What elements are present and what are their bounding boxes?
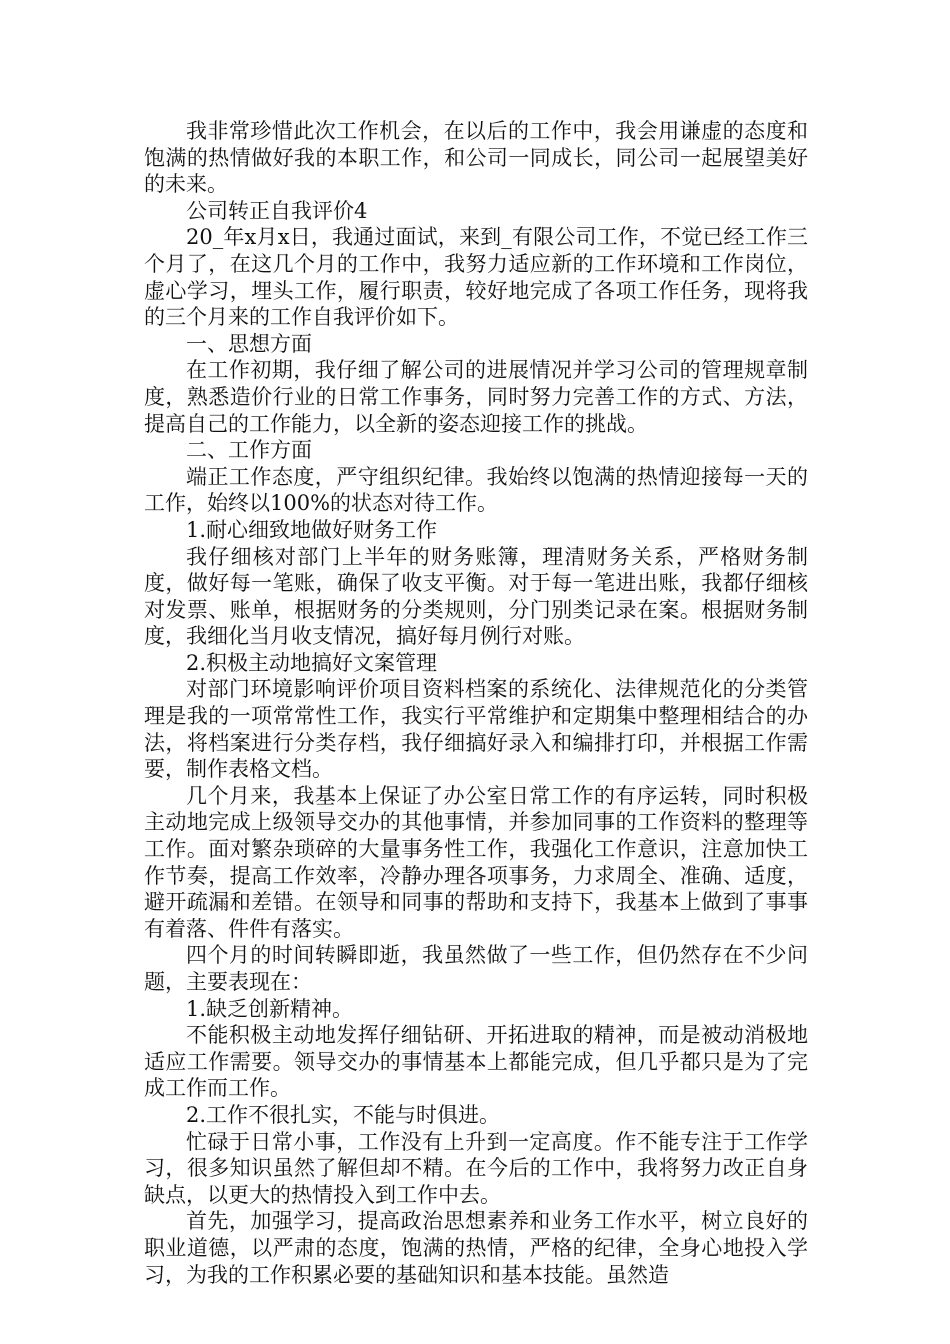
subheading: 2.积极主动地搞好文案管理 xyxy=(186,650,438,675)
document-page xyxy=(144,118,808,1288)
paragraph: 忙碌于日常小事，工作没有上升到一定高度。作不能专注于工作学习，很多知识虽然了解但却不精。在今后的工作中，我将努力改正自身缺点，以更大的热情投入到工作中去。 xyxy=(144,1129,808,1207)
paragraph: 端正工作态度，严守组织纪律。我始终以饱满的热情迎接每一天的工作，始终以100%的状态对待工作。 xyxy=(144,464,808,516)
subheading: 1.缺乏创新精神。 xyxy=(186,996,354,1021)
subheading: 1.耐心细致地做好财务工作 xyxy=(186,517,438,542)
section-heading: 一、思想方面 xyxy=(186,331,312,356)
subheading: 2.工作不很扎实，不能与时俱进。 xyxy=(186,1102,501,1127)
section-heading: 二、工作方面 xyxy=(186,438,312,463)
paragraph: 对部门环境影响评价项目资料档案的系统化、法律规范化的分类管理是我的一项常常性工作，我实行平常维护和定期集中整理相结合的办法，将档案进行分类存档，我仔细搞好录入和编排打印，并根据工作需要，制作表格文档。 xyxy=(144,677,808,782)
paragraph: 四个月的时间转瞬即逝，我虽然做了一些工作，但仍然存在不少问题，主要表现在： xyxy=(144,943,808,994)
paragraph: 不能积极主动地发挥仔细钻研、开拓进取的精神，而是被动消极地适应工作需要。领导交办的事情基本上都能完成，但几乎都只是为了完成工作而工作。 xyxy=(144,1023,808,1101)
paragraph: 我仔细核对部门上半年的财务账簿，理清财务关系，严格财务制度，做好每一笔账，确保了收支平衡。对于每一笔进出账，我都仔细核对发票、账单，根据财务的分类规则，分门别类记录在案。根据财务制度，我细化当月收支情况，搞好每月例行对账。 xyxy=(144,544,808,649)
paragraph: 首先，加强学习，提高政治思想素养和业务工作水平，树立良好的职业道德，以严肃的态度，饱满的热情，严格的纪律，全身心地投入学习，为我的工作积累必要的基础知识和基本技能。虽然造 xyxy=(144,1209,808,1287)
paragraph: 在工作初期，我仔细了解公司的进展情况并学习公司的管理规章制度，熟悉造价行业的日常工作事务，同时努力完善工作的方式、方法，提高自己的工作能力，以全新的姿态迎接工作的挑战。 xyxy=(144,358,808,436)
paragraph: 20_年x月x日，我通过面试，来到_有限公司工作，不觉已经工作三个月了，在这几个月的工作中，我努力适应新的工作环境和工作岗位，虚心学习，埋头工作，履行职责，较好地完成了各项工作任务，现将我的三个月来的工作自我评价如下。 xyxy=(144,225,808,330)
paragraph: 几个月来，我基本上保证了办公室日常工作的有序运转，同时积极主动地完成上级领导交办的其他事情，并参加同事的工作资料的整理等工作。面对繁杂琐碎的大量事务性工作，我强化工作意识，注意加快工作节奏，提高工作效率，冷静办理各项事务，力求周全、准确、适度，避开疏漏和差错。在领导和同事的帮助和支持下，我基本上做到了事事有着落、件件有落实。 xyxy=(144,783,808,941)
section-title: 公司转正自我评价4 xyxy=(186,198,368,223)
paragraph: 我非常珍惜此次工作机会，在以后的工作中，我会用谦虚的态度和饱满的热情做好我的本职工作，和公司一同成长，同公司一起展望美好的未来。 xyxy=(144,119,808,197)
